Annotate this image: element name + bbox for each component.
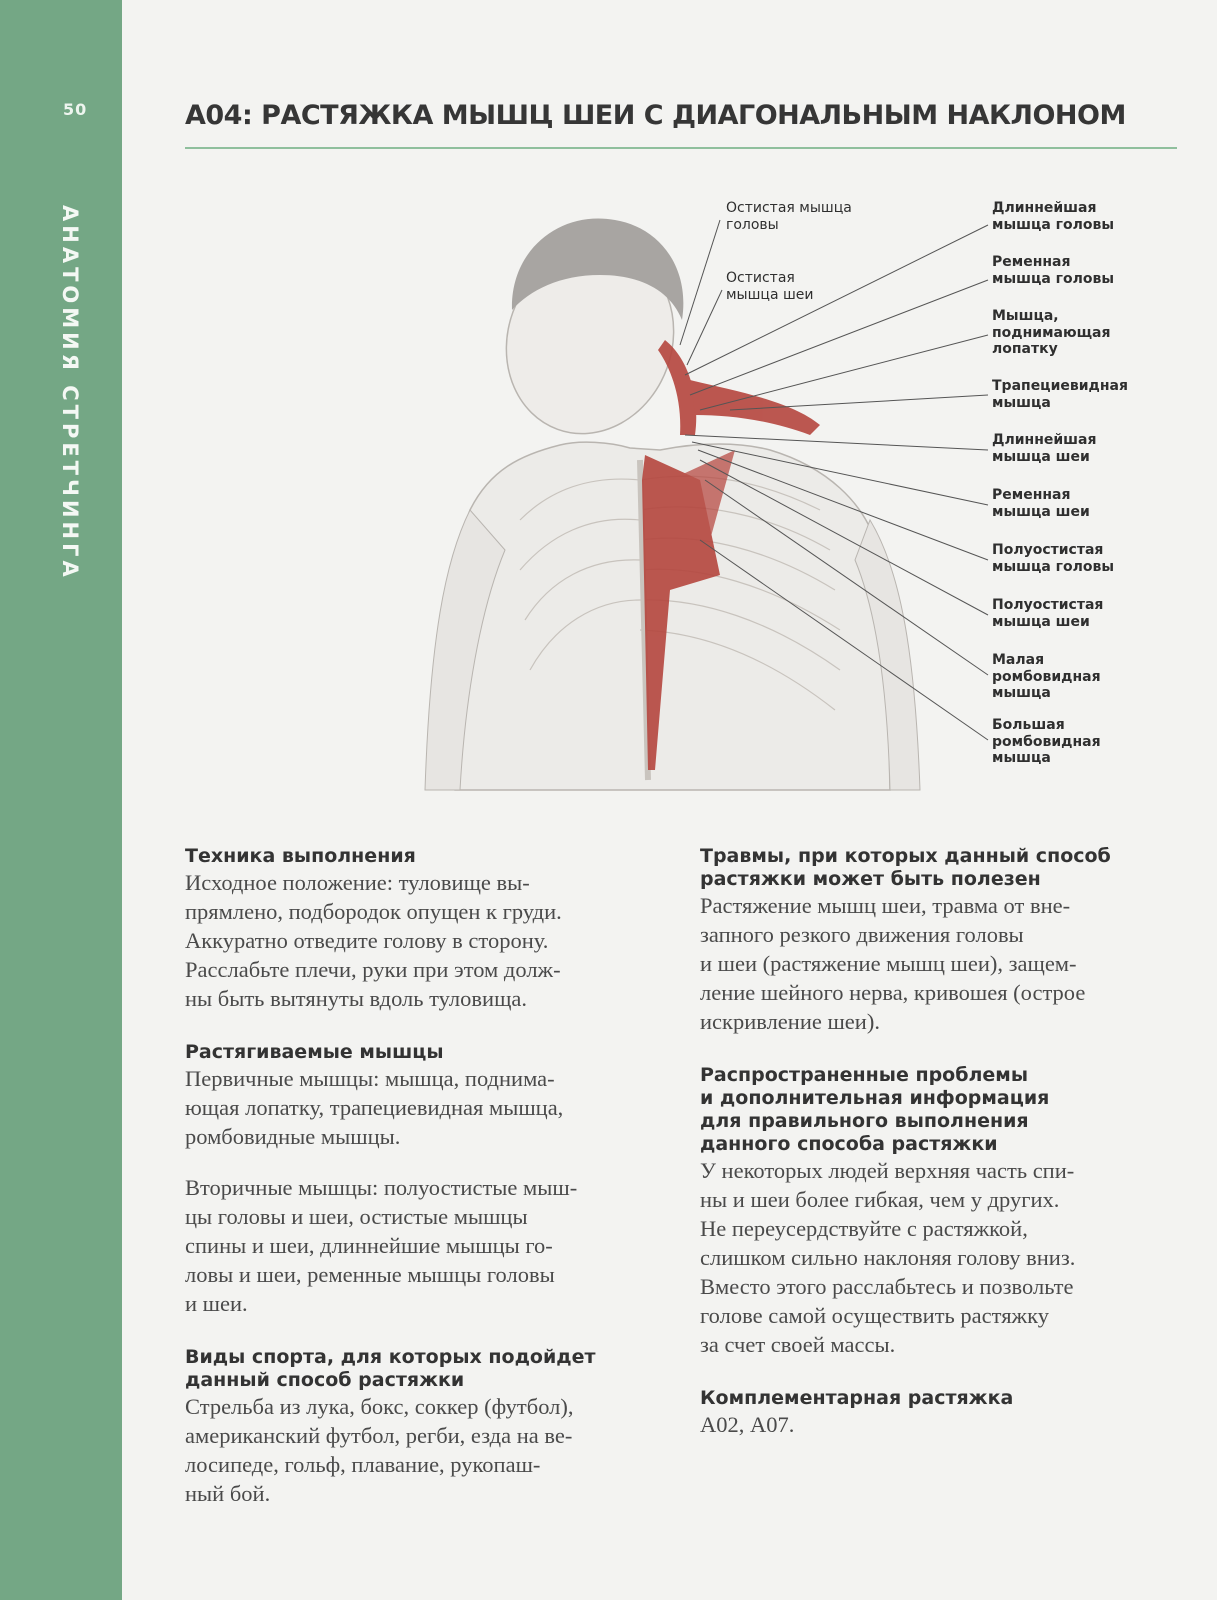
label-rhomboid-minor: Малая ромбовидная мышца bbox=[992, 652, 1101, 701]
technique-section bbox=[185, 845, 655, 1013]
technique-heading: Техника выполнения bbox=[185, 845, 416, 867]
complementary-section bbox=[700, 1387, 1170, 1439]
left-column bbox=[185, 845, 655, 1536]
label-semispinalis-cervicis: Полуостистая мышца шеи bbox=[992, 597, 1104, 630]
sports-section bbox=[185, 1346, 655, 1508]
label-semispinalis-capitis: Полуостистая мышца головы bbox=[992, 542, 1114, 575]
title-rule bbox=[185, 147, 1177, 149]
label-longissimus-capitis: Длиннейшая мышца головы bbox=[992, 200, 1114, 233]
technique-text: Исходное положение: туловище вы- прямлено, подбородок опущен к груди. Аккуратно отведите голову в сторону. Расслабьте плечи, руки при этом долж- ны быть вытянуты вдоль туловища. bbox=[185, 870, 562, 1011]
injuries-heading: Травмы, при которых данный способ растяжки может быть полезен bbox=[700, 845, 1111, 890]
problems-text: У некоторых людей верхняя часть спи- ны и шеи более гибкая, чем у других. Не переусердствуйте с растяжкой, слишком сильно наклоняя голову вниз. Вместо этого расслабьтесь и позвольте голове самой осуществить растяжку за счет своей массы. bbox=[700, 1158, 1076, 1357]
complementary-heading: Комплементарная растяжка bbox=[700, 1387, 1014, 1409]
problems-heading: Распространенные проблемы и дополнительная информация для правильного выполнения данного способа растяжки bbox=[700, 1064, 1050, 1155]
injuries-section bbox=[700, 845, 1170, 1036]
sports-text: Стрельба из лука, бокс, соккер (футбол), американский футбол, регби, езда на ве- лосипеде, гольф, плавание, рукопаш- ный бой. bbox=[185, 1394, 574, 1506]
label-splenius-capitis: Ременная мышца головы bbox=[992, 254, 1114, 287]
label-rhomboid-major: Большая ромбовидная мышца bbox=[992, 717, 1101, 766]
injuries-text: Растяжение мышц шеи, травма от вне- запного резкого движения головы и шеи (растяжение мышц шеи), защем- ление шейного нерва, кривошея (острое искривление шеи). bbox=[700, 893, 1086, 1034]
page-number: 50 bbox=[63, 100, 88, 119]
chapter-title: АНАТОМИЯ СТРЕТЧИНГА bbox=[58, 205, 82, 581]
label-spinalis-capitis: Остистая мышца головы bbox=[726, 200, 852, 233]
label-trapezius: Трапециевидная мышца bbox=[992, 378, 1128, 411]
anatomy-figure bbox=[400, 180, 1200, 810]
label-longissimus-cervicis: Длиннейшая мышца шеи bbox=[992, 432, 1097, 465]
problems-section bbox=[700, 1064, 1170, 1359]
label-spinalis-cervicis: Остистая мышца шеи bbox=[726, 270, 814, 303]
muscles-section bbox=[185, 1041, 655, 1318]
muscles-heading: Растягиваемые мышцы bbox=[185, 1041, 444, 1063]
secondary-muscles-text: Вторичные мышцы: полуостистые мыш- цы головы и шеи, остистые мышцы спины и шеи, длиннейшие мышцы го- ловы и шеи, ременные мышцы головы и шеи. bbox=[185, 1175, 578, 1316]
label-levator-scapulae: Мышца, поднимающая лопатку bbox=[992, 308, 1111, 357]
sports-heading: Виды спорта, для которых подойдет данный способ растяжки bbox=[185, 1346, 596, 1391]
complementary-text: А02, А07. bbox=[700, 1412, 795, 1437]
right-column bbox=[700, 845, 1170, 1467]
page-title: А04: РАСТЯЖКА МЫШЦ ШЕИ С ДИАГОНАЛЬНЫМ НАКЛОНОМ bbox=[185, 100, 1126, 131]
label-splenius-cervicis: Ременная мышца шеи bbox=[992, 487, 1090, 520]
primary-muscles-text: Первичные мышцы: мышца, поднима- ющая лопатку, трапециевидная мышца, ромбовидные мышцы. bbox=[185, 1066, 564, 1149]
